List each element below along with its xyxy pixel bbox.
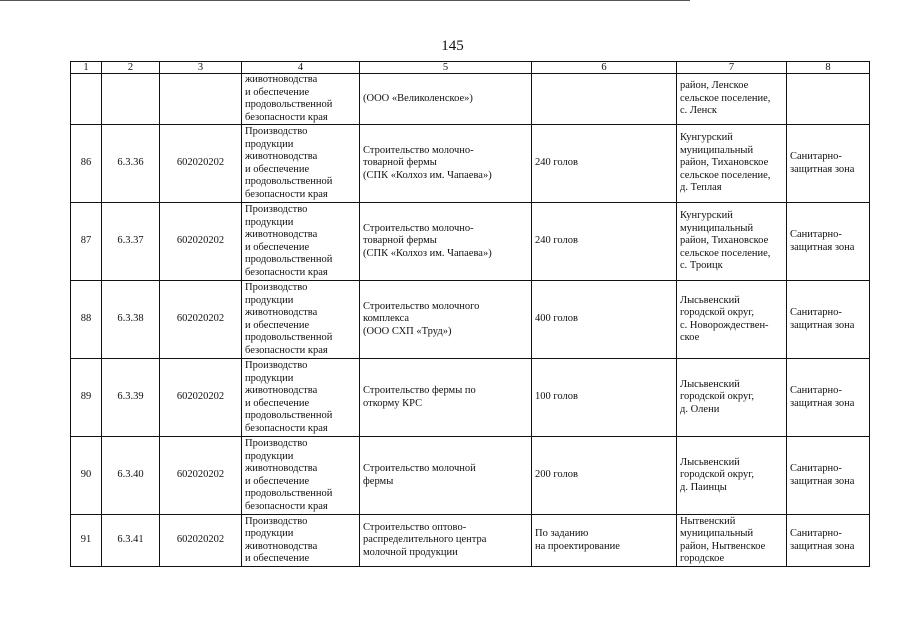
oktmo-cell: 602020202 <box>160 203 242 281</box>
code-cell: 6.3.38 <box>102 281 160 359</box>
zone-text: Санитарно- защитная зона <box>790 385 855 409</box>
object-cell <box>360 515 532 567</box>
zone-cell <box>787 437 870 515</box>
purpose-cell <box>242 437 360 515</box>
capacity-cell <box>532 203 677 281</box>
code-cell: 6.3.40 <box>102 437 160 515</box>
code-cell: 6.3.39 <box>102 359 160 437</box>
location-cell <box>677 281 787 359</box>
capacity-cell <box>532 437 677 515</box>
purpose-text: Производство продукции животноводства и обеспечение продовольственной безопасности края <box>245 438 333 512</box>
object-cell <box>360 203 532 281</box>
location-text: Лысьвенский городской округ, д. Паинцы <box>680 456 755 493</box>
header-cell: 4 <box>242 62 360 74</box>
table-row <box>71 281 870 359</box>
zone-text: Санитарно- защитная зона <box>790 151 855 175</box>
object-cell <box>360 437 532 515</box>
purpose-text: Производство продукции животноводства и обеспечение продовольственной безопасности края <box>245 204 333 278</box>
object-cell <box>360 125 532 203</box>
location-cell <box>677 125 787 203</box>
capacity-cell <box>532 359 677 437</box>
purpose-text: животноводства и обеспечение продовольственной безопасности края <box>245 74 333 123</box>
location-text: район, Ленское сельское поселение, с. Ленск <box>680 80 771 117</box>
header-cell: 6 <box>532 62 677 74</box>
table-row <box>71 359 870 437</box>
table-row <box>71 515 870 567</box>
purpose-cell <box>242 125 360 203</box>
page-number: 145 <box>441 38 464 54</box>
location-text: Кунгурский муниципальный район, Тихановское сельское поселение, с. Троицк <box>680 210 771 272</box>
capacity-text: 100 голов <box>535 391 578 403</box>
table-row <box>71 437 870 515</box>
table-row <box>71 203 870 281</box>
header-cell: 1 <box>71 62 102 74</box>
object-text: Строительство оптово- распределительного центра молочной продукции <box>363 521 487 558</box>
page-top-rule <box>0 0 690 1</box>
object-text: (ООО «Великоленское») <box>363 92 473 104</box>
capacity-cell <box>532 281 677 359</box>
object-text: Строительство молочной фермы <box>363 463 476 487</box>
zone-text: Санитарно- защитная зона <box>790 229 855 253</box>
row-number-cell: 89 <box>71 359 102 437</box>
purpose-text: Производство продукции животноводства и обеспечение продовольственной безопасности края <box>245 360 333 434</box>
location-text: Лысьвенский городской округ, с. Новорождествен- ское <box>680 294 769 343</box>
capacity-cell <box>532 74 677 125</box>
zone-cell <box>787 74 870 125</box>
oktmo-cell: 602020202 <box>160 281 242 359</box>
zone-text: Санитарно- защитная зона <box>790 528 855 552</box>
capacity-text: 240 голов <box>535 235 578 247</box>
oktmo-cell: 602020202 <box>160 359 242 437</box>
zone-cell <box>787 281 870 359</box>
oktmo-cell <box>160 74 242 125</box>
zone-text: Санитарно- защитная зона <box>790 463 855 487</box>
location-text: Лысьвенский городской округ, д. Олени <box>680 378 755 415</box>
oktmo-cell: 602020202 <box>160 437 242 515</box>
purpose-cell <box>242 203 360 281</box>
capacity-text: 400 голов <box>535 313 578 325</box>
code-cell <box>102 74 160 125</box>
capacity-cell <box>532 515 677 567</box>
location-cell <box>677 359 787 437</box>
oktmo-cell: 602020202 <box>160 515 242 567</box>
purpose-cell <box>242 515 360 567</box>
registry-table <box>70 61 870 567</box>
zone-text: Санитарно- защитная зона <box>790 307 855 331</box>
zone-cell <box>787 359 870 437</box>
zone-cell <box>787 203 870 281</box>
table-header-row <box>71 62 870 74</box>
capacity-text: По заданию на проектирование <box>535 528 620 552</box>
location-cell <box>677 203 787 281</box>
object-cell <box>360 359 532 437</box>
object-text: Строительство молочно- товарной фермы (СПК «Колхоз им. Чапаева») <box>363 222 492 259</box>
location-cell <box>677 515 787 567</box>
row-number-cell: 90 <box>71 437 102 515</box>
purpose-text: Производство продукции животноводства и обеспечение продовольственной безопасности края <box>245 126 333 200</box>
object-text: Строительство фермы по откорму КРС <box>363 385 476 409</box>
location-text: Нытвенский муниципальный район, Нытвенское городское <box>680 515 766 564</box>
zone-cell <box>787 515 870 567</box>
code-cell: 6.3.37 <box>102 203 160 281</box>
purpose-text: Производство продукции животноводства и обеспечение продовольственной безопасности края <box>245 282 333 356</box>
header-cell: 7 <box>677 62 787 74</box>
location-cell <box>677 437 787 515</box>
capacity-cell <box>532 125 677 203</box>
header-cell: 8 <box>787 62 870 74</box>
row-number-cell: 87 <box>71 203 102 281</box>
row-number-cell: 88 <box>71 281 102 359</box>
row-number-cell: 91 <box>71 515 102 567</box>
object-cell <box>360 74 532 125</box>
row-number-cell <box>71 74 102 125</box>
capacity-text: 240 голов <box>535 157 578 169</box>
location-text: Кунгурский муниципальный район, Тихановское сельское поселение, д. Теплая <box>680 132 771 194</box>
purpose-cell <box>242 359 360 437</box>
object-cell <box>360 281 532 359</box>
location-cell <box>677 74 787 125</box>
object-text: Строительство молочно- товарной фермы (СПК «Колхоз им. Чапаева») <box>363 144 492 181</box>
purpose-text: Производство продукции животноводства и обеспечение <box>245 515 318 564</box>
code-cell: 6.3.36 <box>102 125 160 203</box>
oktmo-cell: 602020202 <box>160 125 242 203</box>
header-cell: 2 <box>102 62 160 74</box>
zone-cell <box>787 125 870 203</box>
header-cell: 5 <box>360 62 532 74</box>
object-text: Строительство молочного комплекса (ООО СХП «Труд») <box>363 300 480 337</box>
table-row <box>71 125 870 203</box>
purpose-cell <box>242 281 360 359</box>
row-number-cell: 86 <box>71 125 102 203</box>
code-cell: 6.3.41 <box>102 515 160 567</box>
header-cell: 3 <box>160 62 242 74</box>
purpose-cell <box>242 74 360 125</box>
table-row-continuation <box>71 74 870 125</box>
capacity-text: 200 голов <box>535 469 578 481</box>
